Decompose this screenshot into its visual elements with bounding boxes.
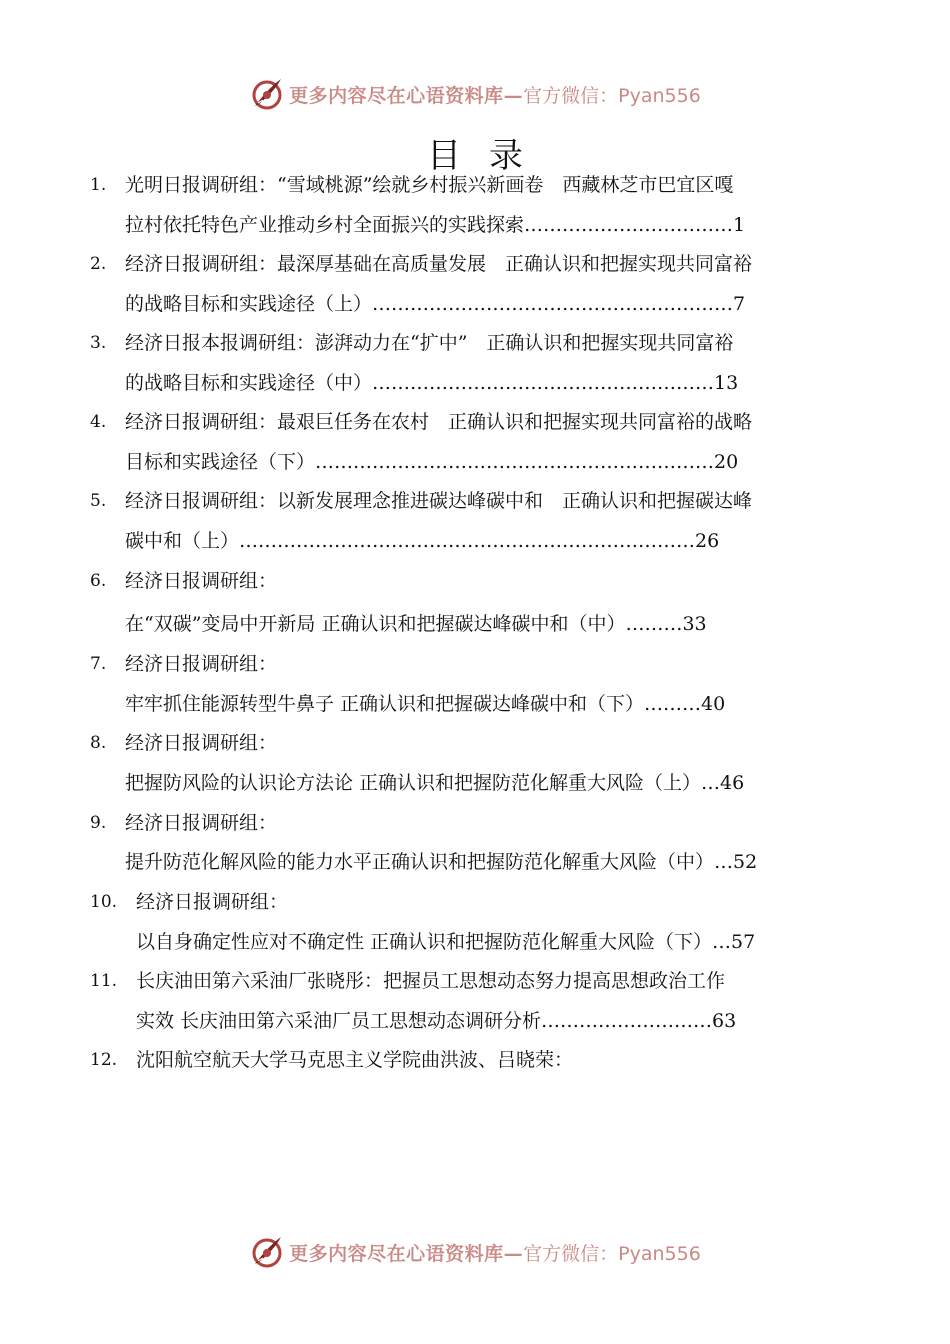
toc-item-line: 经济日报调研组：最艰巨任务在农村 正确认识和把握实现共同富裕的战略 bbox=[125, 411, 753, 433]
toc-item-number: 4. bbox=[90, 412, 107, 432]
toc-item-line: 经济日报调研组： bbox=[125, 812, 278, 834]
watermark-wechat: 官方微信：Pyan556 bbox=[523, 1242, 701, 1265]
watermark-text: 更多内容尽在心语资料库— bbox=[289, 84, 524, 107]
toc-item-number: 2. bbox=[90, 254, 107, 274]
toc-item-line: 以自身确定性应对不确定性 正确认识和把握防范化解重大风险（下）…57 bbox=[136, 931, 756, 953]
toc-item-number: 7. bbox=[90, 654, 107, 674]
toc-item-line: 提升防范化解风险的能力水平正确认识和把握防范化解重大风险（中）…52 bbox=[125, 851, 758, 873]
toc-item-line: 长庆油田第六采油厂张晓彤：把握员工思想动态努力提高思想政治工作 bbox=[136, 970, 726, 992]
toc-item-line: 实效 长庆油田第六采油厂员工思想动态调研分析………………………63 bbox=[136, 1010, 737, 1032]
toc-item-line: 经济日报调研组： bbox=[136, 891, 289, 913]
watermark-text: 更多内容尽在心语资料库— bbox=[289, 1242, 524, 1265]
quill-pen-circle-logo-icon bbox=[249, 1234, 285, 1270]
toc-item-number: 10. bbox=[90, 892, 118, 912]
toc-item-line: 碳中和（上）………………………………………………………………26 bbox=[125, 530, 720, 552]
toc-item-line: 在“双碳”变局中开新局 正确认识和把握碳达峰碳中和（中）………33 bbox=[125, 613, 707, 635]
footer-watermark bbox=[0, 1232, 950, 1272]
quill-pen-circle-logo-icon bbox=[249, 76, 285, 112]
toc-item-number: 8. bbox=[90, 733, 107, 753]
toc-item-line: 经济日报本报调研组：澎湃动力在“扩中” 正确认识和把握实现共同富裕 bbox=[125, 332, 734, 354]
toc-item-line: 牢牢抓住能源转型牛鼻子 正确认识和把握碳达峰碳中和（下）………40 bbox=[125, 693, 726, 715]
toc-item-line: 的战略目标和实践途径（中）………………………………………………13 bbox=[125, 372, 739, 394]
toc-item-number: 3. bbox=[90, 333, 107, 353]
toc-item-number: 12. bbox=[90, 1050, 118, 1070]
toc-item-line: 经济日报调研组： bbox=[125, 570, 278, 592]
toc-item-line: 沈阳航空航天大学马克思主义学院曲洪波、吕晓荣： bbox=[136, 1049, 574, 1071]
toc-item-number: 11. bbox=[90, 971, 118, 991]
toc-item-line: 目标和实践途径（下）………………………………………………………20 bbox=[125, 451, 739, 473]
toc-item-number: 1. bbox=[90, 175, 107, 195]
toc-item-line: 把握防风险的认识论方法论 正确认识和把握防范化解重大风险（上）…46 bbox=[125, 772, 745, 794]
toc-item-number: 5. bbox=[90, 491, 107, 511]
toc-item-line: 经济日报调研组： bbox=[125, 653, 278, 675]
toc-item-line: 拉村依托特色产业推动乡村全面振兴的实践探索……………………………1 bbox=[125, 214, 746, 236]
toc-item-line: 经济日报调研组： bbox=[125, 732, 278, 754]
toc-item-number: 9. bbox=[90, 813, 107, 833]
toc-item-number: 6. bbox=[90, 571, 107, 591]
toc-item-line: 的战略目标和实践途径（上）…………………………………………………7 bbox=[125, 293, 746, 315]
page-title: 目录 bbox=[427, 136, 551, 176]
toc-item-line: 经济日报调研组：最深厚基础在高质量发展 正确认识和把握实现共同富裕 bbox=[125, 253, 753, 275]
toc-item-line: 光明日报调研组：“雪域桃源”绘就乡村振兴新画卷 西藏林芝市巴宜区嘎 bbox=[125, 174, 734, 196]
header-watermark bbox=[0, 74, 950, 114]
watermark-wechat: 官方微信：Pyan556 bbox=[523, 84, 701, 107]
toc-item-line: 经济日报调研组：以新发展理念推进碳达峰碳中和 正确认识和把握碳达峰 bbox=[125, 490, 753, 512]
